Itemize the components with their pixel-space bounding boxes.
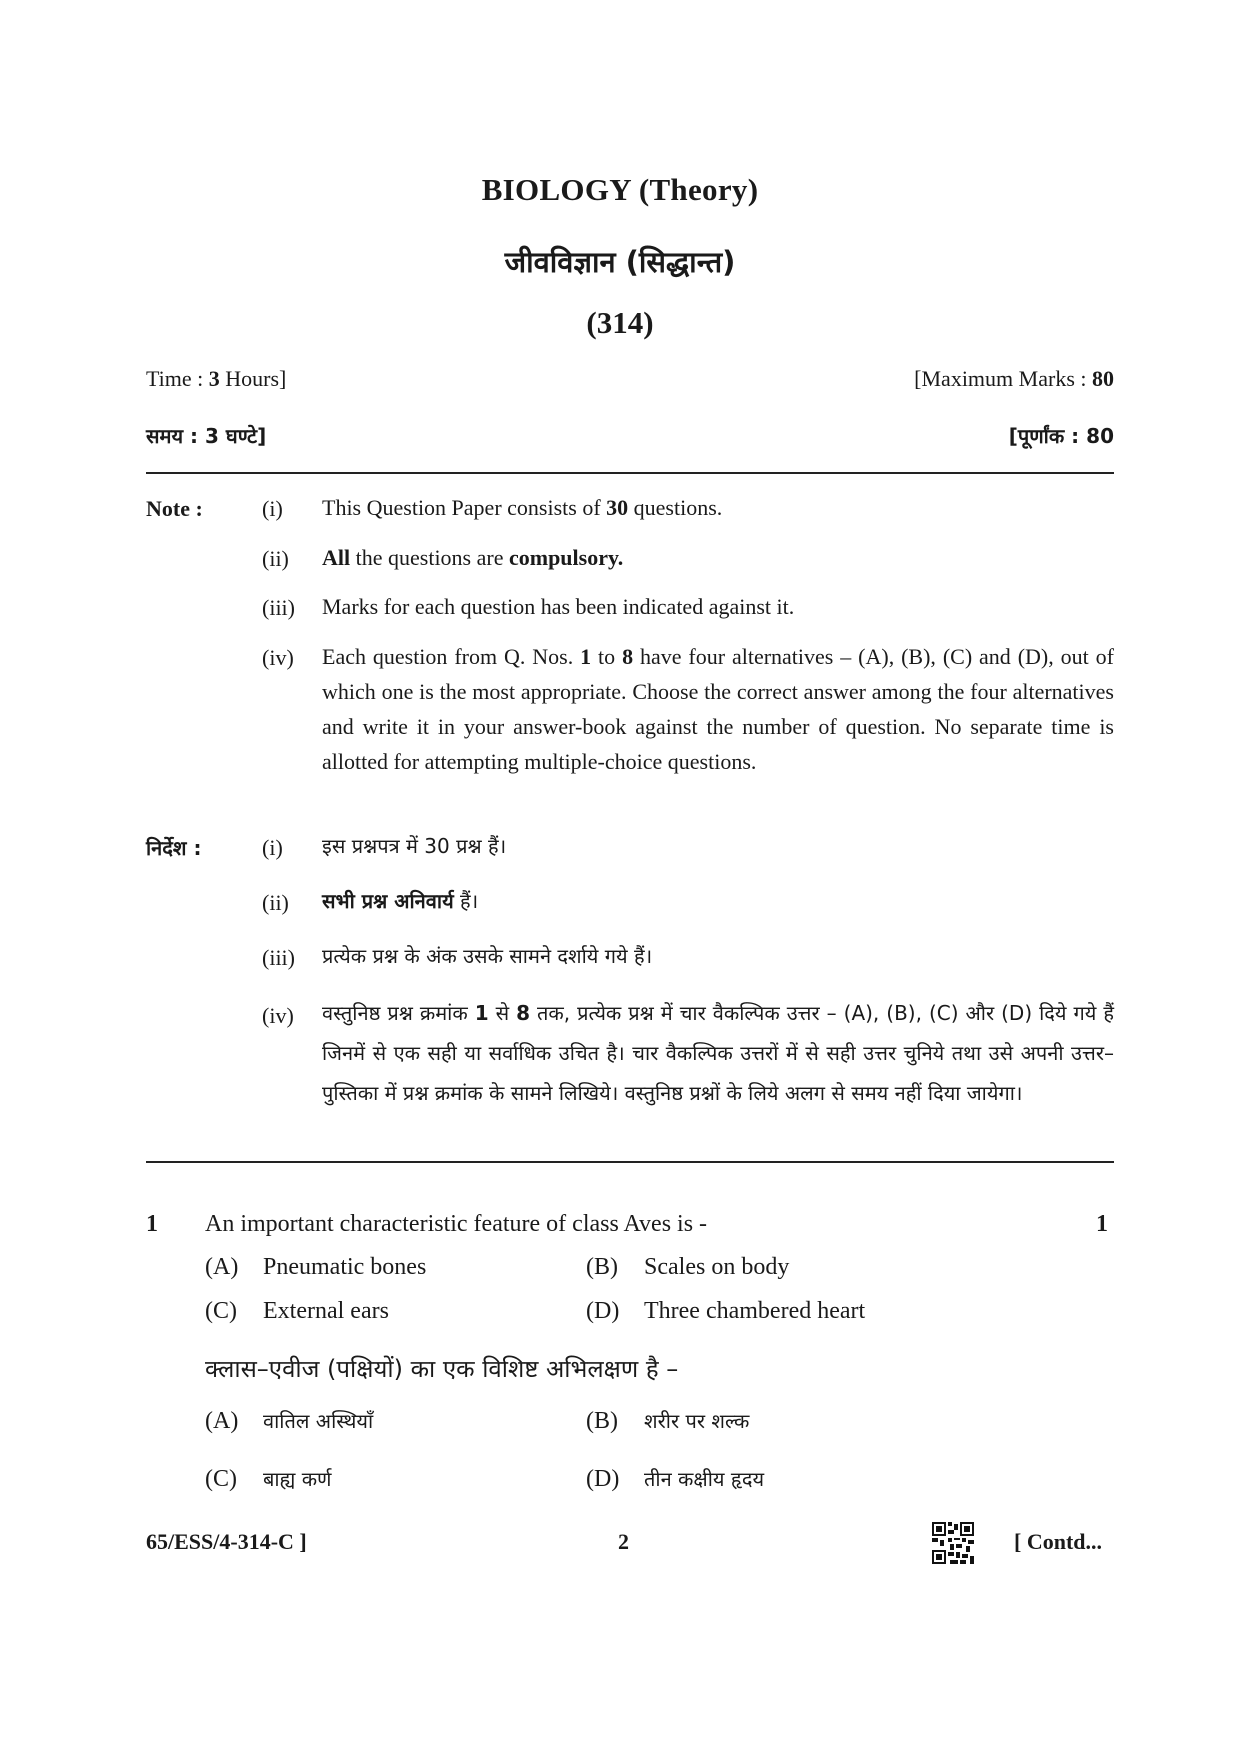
note-item-number: (iii): [262, 945, 295, 970]
time-value-hindi: 3: [205, 424, 219, 448]
note-label: Note :: [146, 496, 203, 521]
note-item-text: Marks for each question has been indicated against it.: [322, 594, 795, 619]
note-item-number: (i): [262, 496, 283, 521]
question-number: 1: [146, 1211, 158, 1237]
option-a: (A) Pneumatic bones: [205, 1254, 427, 1280]
question-text: An important characteristic feature of class Aves is -: [205, 1211, 708, 1237]
time-english: [146, 366, 286, 392]
marks-value: 80: [1092, 366, 1114, 391]
qr-code-icon: [932, 1522, 974, 1564]
time-hindi: [146, 422, 266, 449]
time-unit: Hours]: [219, 366, 287, 391]
note-item-number: (i): [262, 835, 283, 860]
note-item-text-hindi: सभी प्रश्न अनिवार्य हैं।: [322, 889, 479, 913]
note-label-hindi: निर्देश :: [146, 836, 202, 860]
note-item-text: Each question from Q. Nos. 1 to 8 have four alternatives – (A), (B), (C) and (D), out of which one is the most appropriate. Choose the correct answer among the four alternatives and write it in your answer-book against the number of question. No separate time is allotted for attempting multiple-choice questions.: [322, 644, 1114, 774]
continued-label: [ Contd...: [1014, 1529, 1103, 1554]
note-item-number: (ii): [262, 890, 289, 915]
option-c-hindi: (C) बाह्य कर्ण: [205, 1466, 332, 1492]
divider-bottom: [146, 1161, 1114, 1163]
question-text-hindi: क्लास–एवीज (पक्षियों) का एक विशिष्ट अभिलक्षण है –: [205, 1355, 679, 1383]
paper-code-footer: 65/ESS/4-314-C ]: [146, 1529, 307, 1554]
time-value: 3: [208, 366, 220, 391]
marks-label-hindi: [पूर्णांक :: [1008, 424, 1087, 448]
note-item-number: (ii): [262, 546, 289, 571]
option-b: (B) Scales on body: [586, 1254, 790, 1280]
time-label: Time :: [146, 366, 209, 391]
option-d: (D) Three chambered heart: [586, 1298, 866, 1324]
note-item-text-hindi: इस प्रश्नपत्र में 30 प्रश्न हैं।: [322, 834, 507, 858]
page-number: 2: [618, 1529, 629, 1554]
time-marks-row-english: [146, 366, 1114, 392]
marks-value-hindi: 80: [1086, 424, 1114, 448]
paper-code: (314): [586, 305, 654, 340]
option-a-hindi: (A) वातिल अस्थियाँ: [205, 1408, 374, 1434]
note-item-number: (iv): [262, 1003, 294, 1028]
option-b-hindi: (B) शरीर पर शल्क: [586, 1408, 750, 1434]
divider-top: [146, 472, 1114, 474]
question-marks: 1: [1096, 1211, 1108, 1237]
paper-title-english: BIOLOGY (Theory): [481, 172, 759, 207]
option-d-hindi: (D) तीन कक्षीय हृदय: [586, 1466, 765, 1492]
note-item-text: This Question Paper consists of 30 questions.: [322, 495, 723, 520]
max-marks-english: [914, 366, 1114, 392]
marks-label: [Maximum Marks :: [914, 366, 1092, 391]
note-item-number: (iv): [262, 645, 294, 670]
option-c: (C) External ears: [205, 1298, 389, 1324]
note-item-text-hindi: वस्तुनिष्ठ प्रश्न क्रमांक 1 से 8 तक, प्रत्येक प्रश्न में चार वैकल्पिक उत्तर – (A), (B), (C) और (D) दिये गये हैं जिनमें से एक सही या सर्वाधिक उचित है। चार वैकल्पिक उत्तरों में से सही उत्तर चुनिये तथा उसे अपनी उत्तर–पुस्तिका में प्रश्न क्रमांक के सामने लिखिये। वस्तुनिष्ठ प्रश्नों के लिये अलग से समय नहीं दिया जायेगा।: [322, 1001, 1114, 1105]
time-unit-hindi: घण्टे]: [218, 424, 267, 448]
note-item-text: All the questions are compulsory.: [322, 545, 624, 570]
note-item-text-hindi: प्रत्येक प्रश्न के अंक उसके सामने दर्शाये गये हैं।: [322, 944, 653, 968]
time-label-hindi: समय :: [146, 424, 206, 448]
paper-title-hindi: जीवविज्ञान (सिद्धान्त): [504, 245, 736, 279]
time-marks-row-hindi: [146, 422, 1114, 449]
max-marks-hindi: [1009, 422, 1114, 449]
note-item-number: (iii): [262, 595, 295, 620]
